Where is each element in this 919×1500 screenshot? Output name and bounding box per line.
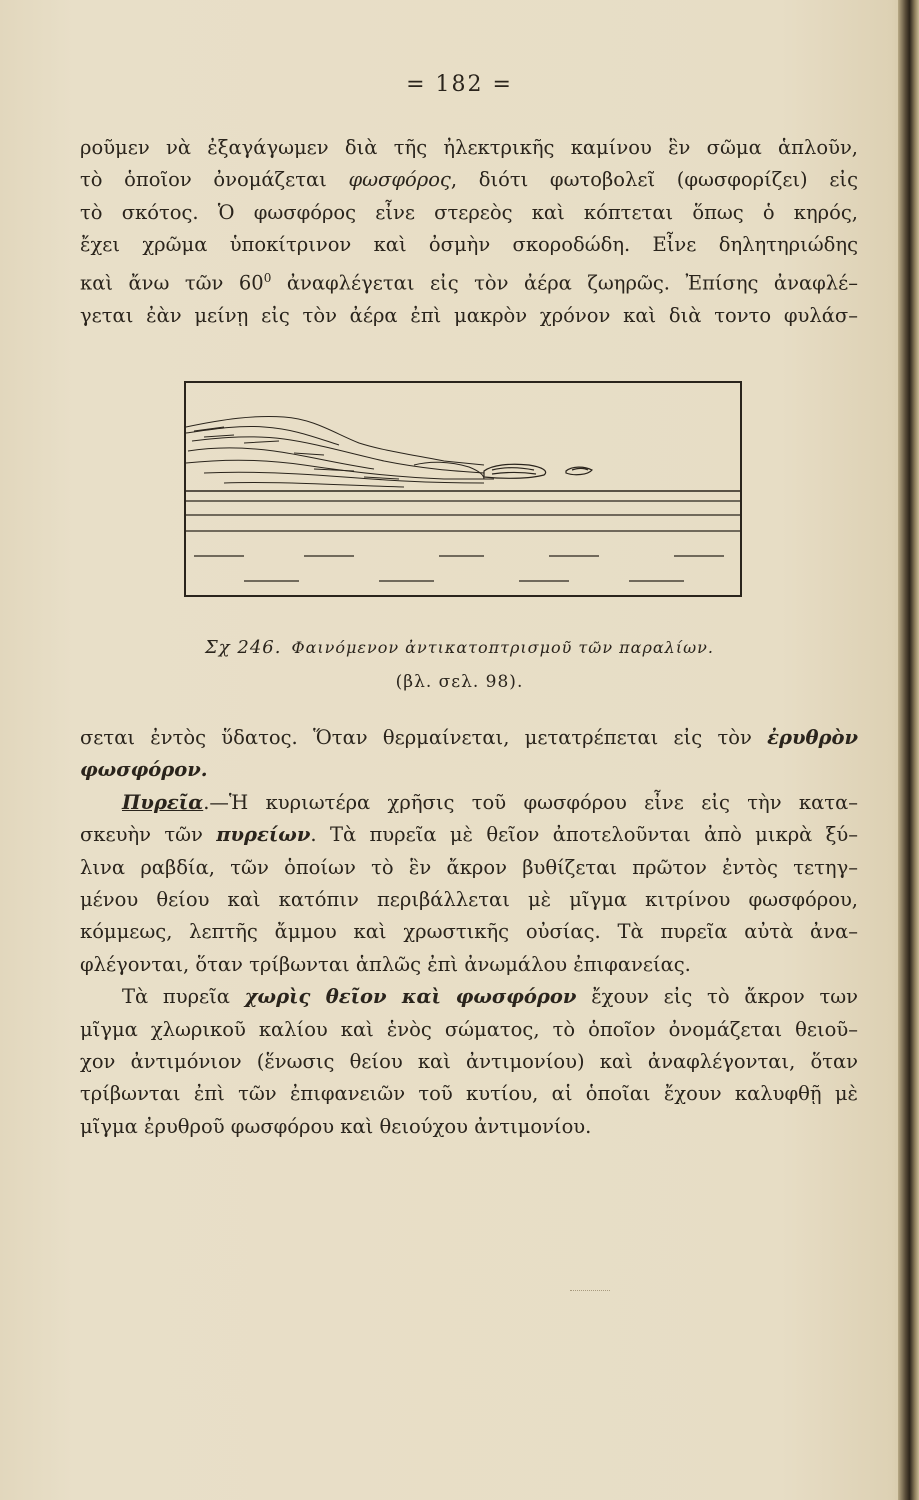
term-red-phosphorus-cont: φωσφόρον. <box>80 758 208 782</box>
term-phosphorus-2: φωσφόρον <box>455 985 577 1009</box>
mirage-illustration <box>184 381 742 597</box>
degree-mark: 0 <box>263 270 272 285</box>
text-span: σεται ἐντὸς ὕδατος. Ὅταν θερμαίνεται, μετατρέπεται εἰς τὸν <box>80 726 752 749</box>
paper-blemish <box>570 1290 610 1292</box>
term-phosphorus: φωσφόρος <box>348 168 451 192</box>
text-line <box>80 819 858 851</box>
mirage-figure <box>184 381 742 597</box>
term-no-sulfur: χωρὶς θεῖον καὶ <box>244 985 441 1009</box>
text-line <box>80 981 858 1013</box>
text-line: τὸ σκότος. Ὁ φωσφόρος εἶνε στερεὸς καὶ κόπτεται ὅπως ὁ κηρός, <box>80 200 858 224</box>
island-shapes <box>484 464 592 478</box>
text-span: σκευὴν τῶν <box>80 823 203 847</box>
figure-reference: (βλ. σελ. 98). <box>395 672 524 692</box>
text-span: καὶ ἄνω τῶν 60 <box>80 271 264 295</box>
term-matches: πυρείων <box>216 823 311 847</box>
text-line: λινα ραβδία, τῶν ὁποίων τὸ ἓν ἄκρον βυθίζεται πρῶτον ἐντὸς τετηγ– <box>80 855 858 879</box>
text-line <box>80 262 858 300</box>
text-line: ροῦμεν νὰ ἐξαγάγωμεν διὰ τῆς ἠλεκτρικῆς καμίνου ἓν σῶμα ἁπλοῦν, <box>80 136 858 159</box>
water-dashes <box>194 556 724 581</box>
section-heading-matches: Πυρεῖα <box>122 790 204 814</box>
paragraph-2-4 <box>80 722 858 1143</box>
text-line <box>80 722 858 754</box>
figure-caption <box>0 637 919 658</box>
text-span: ἔχουν εἰς τὸ ἄκρον των <box>591 985 859 1009</box>
text-line <box>80 787 858 819</box>
page-binding-edge <box>898 0 919 1500</box>
term-red-phosphorus: ἐρυθρὸν <box>767 726 858 749</box>
text-line: φλέγονται, ὅταν τρίβωνται ἁπλῶς ἐπὶ ἀνωμάλου ἐπιφανείας. <box>80 952 691 976</box>
text-line: γεται ἐὰν μείνῃ εἰς τὸν ἀέρα ἐπὶ μακρὸν χρόνον καὶ διὰ τοντο φυλάσ– <box>80 303 858 327</box>
text-span: .—Ἡ κυριωτέρα χρῆσις τοῦ φωσφόρου εἶνε εἰς τὴν κατα– <box>203 790 858 814</box>
text-line: μῖγμα χλωρικοῦ καλίου καὶ ἑνὸς σώματος, τὸ ὁποῖον ὀνομάζεται θειοῦ– <box>80 1017 858 1041</box>
figure-frame <box>185 382 741 596</box>
text-span: , διότι φωτοβολεῖ (φωσφορίζει) εἰς <box>450 168 858 192</box>
text-line: χον ἀντιμόνιον (ἕνωσις θείου καὶ ἀντιμονίου) καὶ ἀναφλέγονται, ὅταν <box>80 1050 858 1074</box>
text-line: μῖγμα ἐρυθροῦ φωσφόρου καὶ θειούχου ἀντιμονίου. <box>80 1114 592 1138</box>
text-span: ἀναφλέγεται εἰς τὸν ἀέρα ζωηρῶς. Ἐπίσης ἀναφλέ– <box>271 271 858 295</box>
mirage-coast <box>186 416 494 487</box>
page-number: = 182 = <box>406 72 513 97</box>
text-line <box>80 164 858 196</box>
paragraph-1 <box>80 132 858 332</box>
text-span: . Τὰ πυρεῖα μὲ θεῖον ἀποτελοῦνται ἀπὸ μικρὰ ξύ– <box>310 823 859 847</box>
text-line <box>80 754 858 786</box>
text-line: μένου θείου καὶ κατόπιν περιβάλλεται μὲ μῖγμα κιτρίνου φωσφόρου, <box>80 888 858 912</box>
text-line: τρίβωνται ἐπὶ τῶν ἐπιφανειῶν τοῦ κυτίου, αἱ ὁποῖαι ἔχουν καλυφθῇ μὲ <box>80 1082 858 1106</box>
text-span: τὸ ὁποῖον ὀνομάζεται <box>80 168 327 192</box>
text-line: κόμμεως, λεπτῆς ἄμμου καὶ χρωστικῆς οὐσίας. Τὰ πυρεῖα αὐτὰ ἀνα– <box>80 920 858 944</box>
text-span: Τὰ πυρεῖα <box>122 985 230 1009</box>
text-line: ἔχει χρῶμα ὑποκίτρινον καὶ ὀσμὴν σκοροδώδη. Εἶνε δηλητηριώδης <box>80 233 858 257</box>
figure-number: Σχ 246. <box>205 637 282 658</box>
figure-title: Φαινόμενον ἀντικατοπτρισμοῦ τῶν παραλίων. <box>291 638 714 657</box>
